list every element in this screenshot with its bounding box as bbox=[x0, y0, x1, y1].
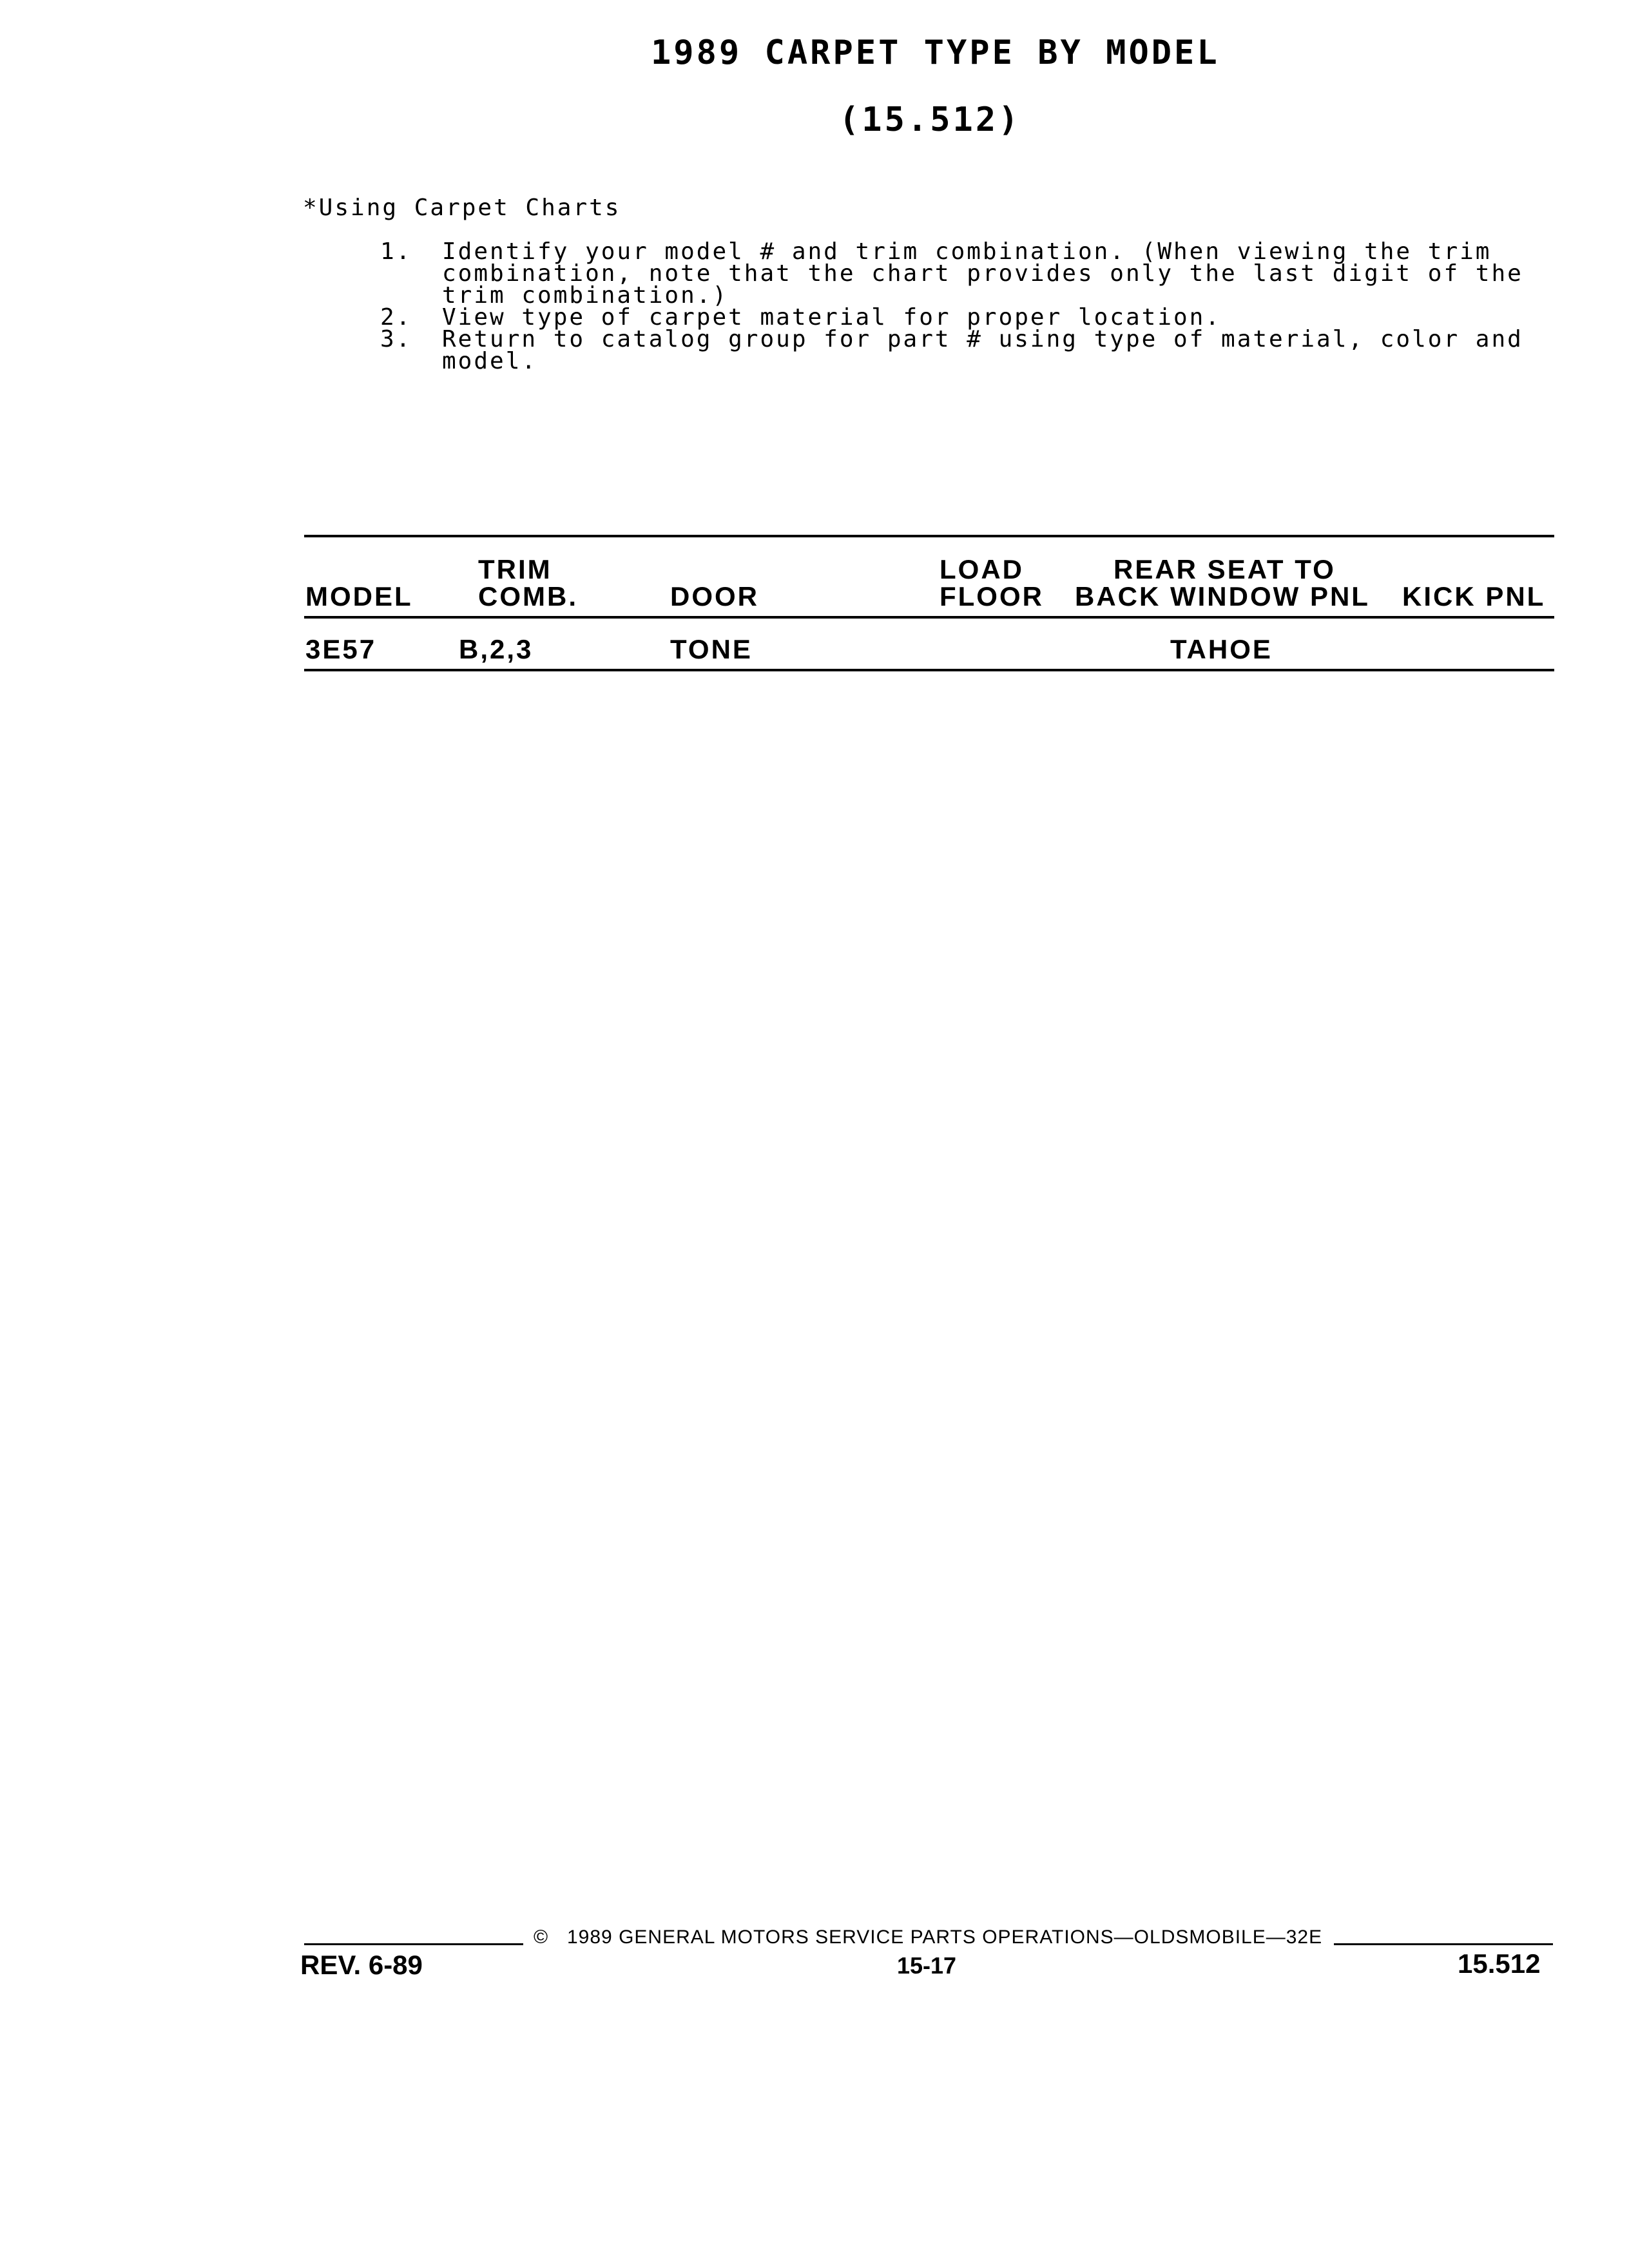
step-text-line: Identify your model # and trim combination. (When viewing the trim bbox=[442, 238, 1492, 265]
header-rear-line1: REAR SEAT TO bbox=[1113, 554, 1336, 584]
cell-door: TONE bbox=[670, 634, 753, 664]
step-text-line: Return to catalog group for part # using type of material, color and bbox=[442, 326, 1523, 352]
header-door: DOOR bbox=[670, 581, 759, 611]
instructions-heading: *Using Carpet Charts bbox=[303, 195, 621, 221]
header-trim-line1: TRIM bbox=[478, 554, 552, 584]
step-text-line: model. bbox=[442, 348, 538, 374]
copyright-symbol: © bbox=[534, 1927, 549, 1948]
section-number: 15.512 bbox=[1458, 1948, 1541, 1979]
header-rear-line2: BACK WINDOW PNL bbox=[1075, 581, 1370, 611]
footer-rule-right bbox=[1334, 1943, 1553, 1945]
page-title: 1989 CARPET TYPE BY MODEL bbox=[651, 34, 1220, 72]
step-number: 3. bbox=[380, 326, 412, 352]
step-text-line: trim combination.) bbox=[442, 282, 729, 309]
table-top-rule bbox=[304, 535, 1554, 537]
header-load-line1: LOAD bbox=[940, 554, 1024, 584]
step-number: 2. bbox=[380, 304, 412, 331]
cell-rear: TAHOE bbox=[1170, 634, 1273, 664]
step-text-line: View type of carpet material for proper location. bbox=[442, 304, 1222, 331]
page-subtitle: (15.512) bbox=[839, 101, 1021, 139]
header-model: MODEL bbox=[305, 581, 413, 611]
revision-label: REV. 6-89 bbox=[300, 1950, 423, 1980]
header-kick: KICK PNL bbox=[1402, 581, 1546, 611]
header-trim-line2: COMB. bbox=[478, 581, 578, 611]
footer-rule-left bbox=[304, 1943, 523, 1945]
page-number: 15-17 bbox=[897, 1952, 957, 1979]
step-text-line: combination, note that the chart provides only the last digit of the bbox=[442, 260, 1523, 287]
copyright-text: 1989 GENERAL MOTORS SERVICE PARTS OPERATIONS—OLDSMOBILE—32E bbox=[567, 1927, 1323, 1948]
cell-model: 3E57 bbox=[305, 634, 377, 664]
cell-trim: B,2,3 bbox=[459, 634, 534, 664]
step-number: 1. bbox=[380, 238, 412, 265]
header-rule bbox=[304, 616, 1554, 619]
header-load-line2: FLOOR bbox=[940, 581, 1044, 611]
table-bottom-rule bbox=[304, 669, 1554, 671]
